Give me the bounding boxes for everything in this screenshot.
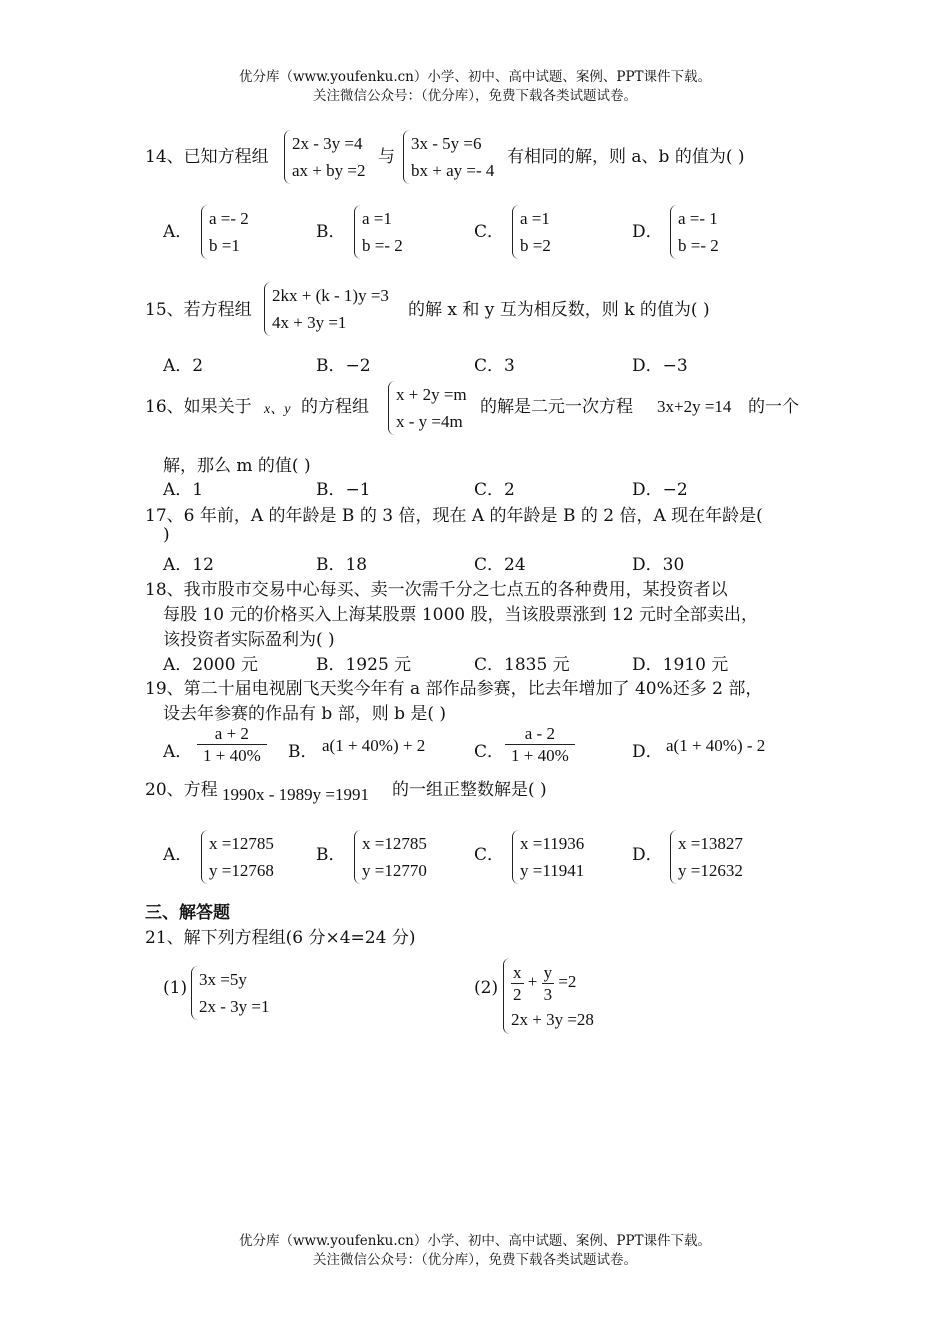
page-header bbox=[0, 68, 950, 106]
q14-option-a-label: A． bbox=[163, 222, 193, 242]
q14-option-a-line1: a =- 2 bbox=[209, 209, 249, 228]
q21-frac-y-den: 3 bbox=[543, 984, 553, 1004]
q20-option-d-label: D． bbox=[632, 845, 663, 865]
q15-option-b: B．−2 bbox=[316, 356, 371, 376]
q20-option-d-line1: x =13827 bbox=[678, 834, 743, 853]
q15-sys-line1: 2kx + (k - 1)y =3 bbox=[272, 286, 389, 305]
q20-option-c-line1: x =11936 bbox=[520, 834, 585, 853]
q20-option-a bbox=[201, 830, 274, 884]
q15-prefix: 15、若方程组 bbox=[145, 300, 252, 320]
footer-line-2: 关注微信公众号：（优分库），免费下载各类试题试卷。 bbox=[313, 1252, 637, 1268]
q16-mid: 的方程组 bbox=[301, 397, 369, 417]
q16-option-d: D．−2 bbox=[632, 480, 688, 500]
q19-option-a-fraction bbox=[197, 723, 267, 766]
q16-equation: 3x+2y =14 bbox=[657, 397, 732, 416]
q14-option-c-label: C． bbox=[474, 222, 505, 242]
q21-frac-y-num: y bbox=[543, 962, 553, 982]
q20-option-b-line1: x =12785 bbox=[362, 834, 427, 853]
q20-option-c bbox=[512, 830, 584, 884]
q16-sys-line1: x + 2y =m bbox=[396, 385, 467, 404]
q20-option-a-line1: x =12785 bbox=[209, 834, 274, 853]
q14-sys2-line2: bx + ay =- 4 bbox=[411, 161, 495, 180]
q18-line2: 每股 10 元的价格买入上海某股票 1000 股，当该股票涨到 12 元时全部卖出， bbox=[163, 605, 758, 625]
q21-title: 21、解下列方程组(6 分×4=24 分) bbox=[145, 928, 416, 948]
q14-option-b-line1: a =1 bbox=[362, 209, 392, 228]
q17-option-b: B．18 bbox=[316, 555, 368, 575]
q14-sys2-line1: 3x - 5y =6 bbox=[411, 134, 482, 153]
q14-option-b-line2: b =- 2 bbox=[362, 236, 403, 255]
q14-option-d-line1: a =- 1 bbox=[678, 209, 718, 228]
q21-part2-line1 bbox=[511, 958, 594, 1006]
q19-option-d-expr: a(1 + 40%) - 2 bbox=[666, 736, 766, 755]
q20-option-a-label: A． bbox=[163, 845, 193, 865]
q20-option-c-line2: y =11941 bbox=[520, 861, 585, 880]
footer-line-1: 优分库（www.youfenku.cn）小学、初中、高中试题、案例、PPT课件下载。 bbox=[238, 1233, 712, 1249]
q18-option-b: B．1925 元 bbox=[316, 655, 412, 675]
q16-mid2: 的解是二元一次方程 bbox=[480, 397, 633, 417]
q16-option-c: C．2 bbox=[474, 480, 515, 500]
q15-option-c: C．3 bbox=[474, 356, 515, 376]
q20-option-a-line2: y =12768 bbox=[209, 861, 274, 880]
q18-option-c: C．1835 元 bbox=[474, 655, 570, 675]
q16-option-a: A．1 bbox=[163, 480, 204, 500]
q15-option-a: A．2 bbox=[163, 356, 204, 376]
q14-prefix: 14、已知方程组 bbox=[145, 147, 269, 167]
q14-system-1 bbox=[284, 130, 365, 184]
q16-option-b: B．−1 bbox=[316, 480, 371, 500]
q20-option-c-label: C． bbox=[474, 845, 505, 865]
q14-option-b-label: B． bbox=[316, 222, 346, 242]
q14-option-a bbox=[201, 205, 249, 259]
q16-vars: x、y bbox=[264, 402, 291, 417]
q19-a-denominator: 1 + 40% bbox=[203, 746, 261, 765]
q14-option-b bbox=[354, 205, 403, 259]
q14-option-c-line2: b =2 bbox=[520, 236, 551, 255]
q15-system bbox=[264, 282, 389, 336]
q20-prefix: 20、方程 bbox=[145, 780, 218, 800]
q15-sys-line2: 4x + 3y =1 bbox=[272, 313, 347, 332]
q17-option-d: D．30 bbox=[632, 555, 685, 575]
q14-sys1-line1: 2x - 3y =4 bbox=[292, 134, 363, 153]
q16-sys-line2: x - y =4m bbox=[396, 412, 463, 431]
q20-option-d-line2: y =12632 bbox=[678, 861, 743, 880]
q17-option-c: C．24 bbox=[474, 555, 526, 575]
q21-part1-system bbox=[191, 966, 270, 1020]
q15-suffix: 的解 x 和 y 互为相反数，则 k 的值为( ) bbox=[408, 300, 710, 320]
q20-option-b-line2: y =12770 bbox=[362, 861, 427, 880]
q14-option-c-line1: a =1 bbox=[520, 209, 550, 228]
q20-option-b bbox=[354, 830, 427, 884]
q19-a-numerator: a + 2 bbox=[197, 723, 267, 745]
q19-line2: 设去年参赛的作品有 b 部，则 b 是( ) bbox=[163, 704, 447, 724]
q14-option-d bbox=[670, 205, 719, 259]
q19-line1: 19、第二十届电视剧飞天奖今年有 a 部作品参赛，比去年增加了 40%还多 2 部， bbox=[145, 679, 763, 699]
q20-option-d bbox=[670, 830, 743, 884]
q14-option-d-line2: b =- 2 bbox=[678, 236, 719, 255]
q16-suffix: 的一个 bbox=[748, 397, 799, 417]
q21-part1-label: (1) bbox=[163, 978, 188, 998]
q18-line3: 该投资者实际盈利为( ) bbox=[163, 630, 335, 650]
q21-part2-frac-x bbox=[511, 962, 524, 1005]
q18-line1: 18、我市股市交易中心每买、卖一次需千分之七点五的各种费用，某投资者以 bbox=[145, 580, 728, 600]
q21-part2-line2: 2x + 3y =28 bbox=[511, 1010, 594, 1029]
q21-part2-plus: + bbox=[527, 972, 538, 991]
q14-option-d-label: D． bbox=[632, 222, 663, 242]
q18-option-d: D．1910 元 bbox=[632, 655, 729, 675]
q19-option-a-label: A． bbox=[163, 742, 193, 762]
q21-part2-label: (2) bbox=[474, 978, 499, 998]
q21-part2-system bbox=[503, 958, 594, 1034]
q17-line1: 17、6 年前，A 的年龄是 B 的 3 倍，现在 A 的年龄是 B 的 2 倍，A 现在年龄是( bbox=[145, 506, 763, 526]
header-line-1: 优分库（www.youfenku.cn）小学、初中、高中试题、案例、PPT课件下载。 bbox=[238, 69, 712, 85]
q14-option-a-line2: b =1 bbox=[209, 236, 240, 255]
q21-part1-line2: 2x - 3y =1 bbox=[199, 997, 270, 1016]
q19-c-numerator: a - 2 bbox=[505, 723, 575, 745]
q21-part1-line1: 3x =5y bbox=[199, 970, 247, 989]
q19-option-c-label: C． bbox=[474, 742, 505, 762]
q21-frac-x-den: 2 bbox=[513, 984, 522, 1004]
q19-c-denominator: 1 + 40% bbox=[511, 746, 569, 765]
q14-sys1-line2: ax + by =2 bbox=[292, 161, 366, 180]
q15-option-d: D．−3 bbox=[632, 356, 688, 376]
q17-option-a: A．12 bbox=[163, 555, 214, 575]
q18-option-a: A．2000 元 bbox=[163, 655, 258, 675]
q20-equation: 1990x - 1989y =1991 bbox=[222, 785, 369, 804]
q16-line2: 解，那么 m 的值( ) bbox=[163, 456, 311, 476]
q21-part2-rhs: =2 bbox=[558, 972, 577, 991]
q14-system-2 bbox=[403, 130, 494, 184]
q21-part2-frac-y bbox=[542, 962, 555, 1005]
header-line-2: 关注微信公众号：（优分库），免费下载各类试题试卷。 bbox=[313, 88, 637, 104]
q14-option-c bbox=[512, 205, 551, 259]
q14-suffix: 有相同的解，则 a、b 的值为( ) bbox=[507, 147, 745, 167]
q14-mid: 与 bbox=[378, 147, 395, 167]
q19-option-b-expr: a(1 + 40%) + 2 bbox=[322, 736, 426, 755]
q21-frac-x-num: x bbox=[513, 962, 522, 982]
q17-line2: ) bbox=[163, 525, 170, 545]
q20-option-b-label: B． bbox=[316, 845, 346, 865]
q16-prefix: 16、如果关于 bbox=[145, 397, 252, 417]
q19-option-c-fraction bbox=[505, 723, 575, 766]
page-footer bbox=[0, 1232, 950, 1270]
q20-suffix: 的一组正整数解是( ) bbox=[392, 780, 547, 800]
q19-option-d-label: D． bbox=[632, 742, 663, 762]
q19-option-b-label: B． bbox=[288, 742, 318, 762]
section-title: 三、解答题 bbox=[145, 903, 230, 923]
q16-system bbox=[388, 381, 467, 435]
